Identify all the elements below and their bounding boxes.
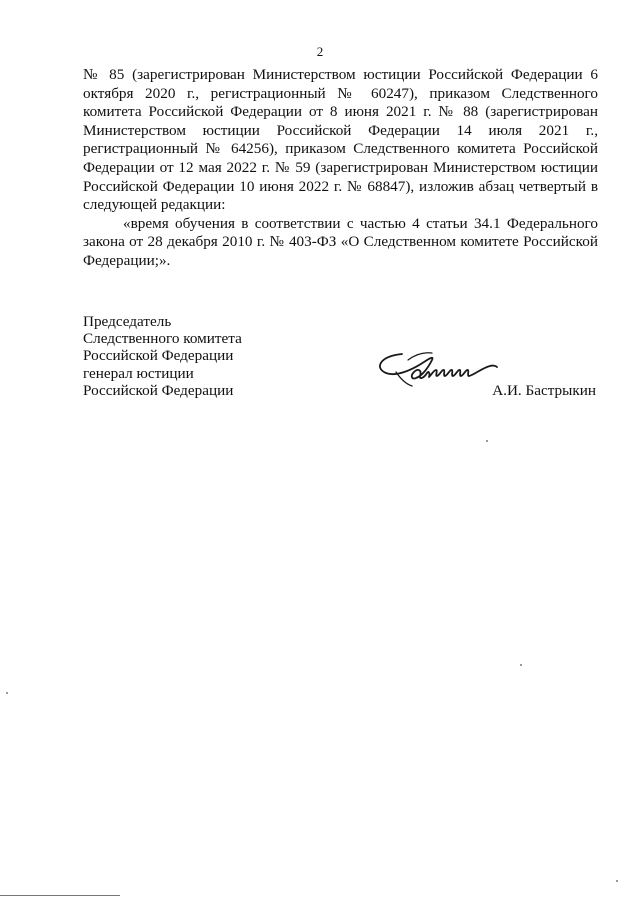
paragraph-new-wording: «время обучения в соответствии с частью 4 статьи 34.1 Федерального закона от 28 декабря 2010 г. № 403-ФЗ «О Следственном комитете Российской Федерации;». — [83, 214, 598, 269]
scan-speck — [486, 440, 488, 442]
document-body — [83, 66, 598, 271]
scan-speck — [520, 664, 522, 666]
scan-speck — [616, 880, 618, 882]
paragraph-amendment-context: № 85 (зарегистрирован Министерством юстиции Российской Федерации 6 октября 2020 г., регистрационный № 60247), приказом Следственного комитета Российской Федерации от 8 июня 2021 г. № 88 (зарегистрирован Министерством юстиции Российской Федерации 14 июля 2021 г., регистрационный № 64256), приказом Следственного комитета Российской Федерации от 12 мая 2022 г. № 59 (зарегистрирован Министерством юстиции Российской Федерации 10 июня 2022 г. № 68847), изложив абзац четвертый в следующей редакции: — [83, 66, 598, 214]
position-line-1: Председатель — [83, 313, 172, 330]
position-line-3: Российской Федерации — [83, 347, 234, 364]
page-number: 2 — [316, 44, 324, 59]
position-line-2: Следственного комитета — [83, 330, 242, 347]
rank-line-1: генерал юстиции — [83, 365, 194, 382]
signatory-rank — [83, 365, 233, 399]
signatory-position — [83, 313, 242, 364]
rank-line-2: Российской Федерации — [83, 382, 234, 399]
scan-edge-line — [0, 895, 120, 898]
scan-speck — [6, 692, 8, 694]
signer-name: А.И. Бастрыкин — [492, 382, 596, 399]
handwritten-signature — [372, 348, 500, 392]
